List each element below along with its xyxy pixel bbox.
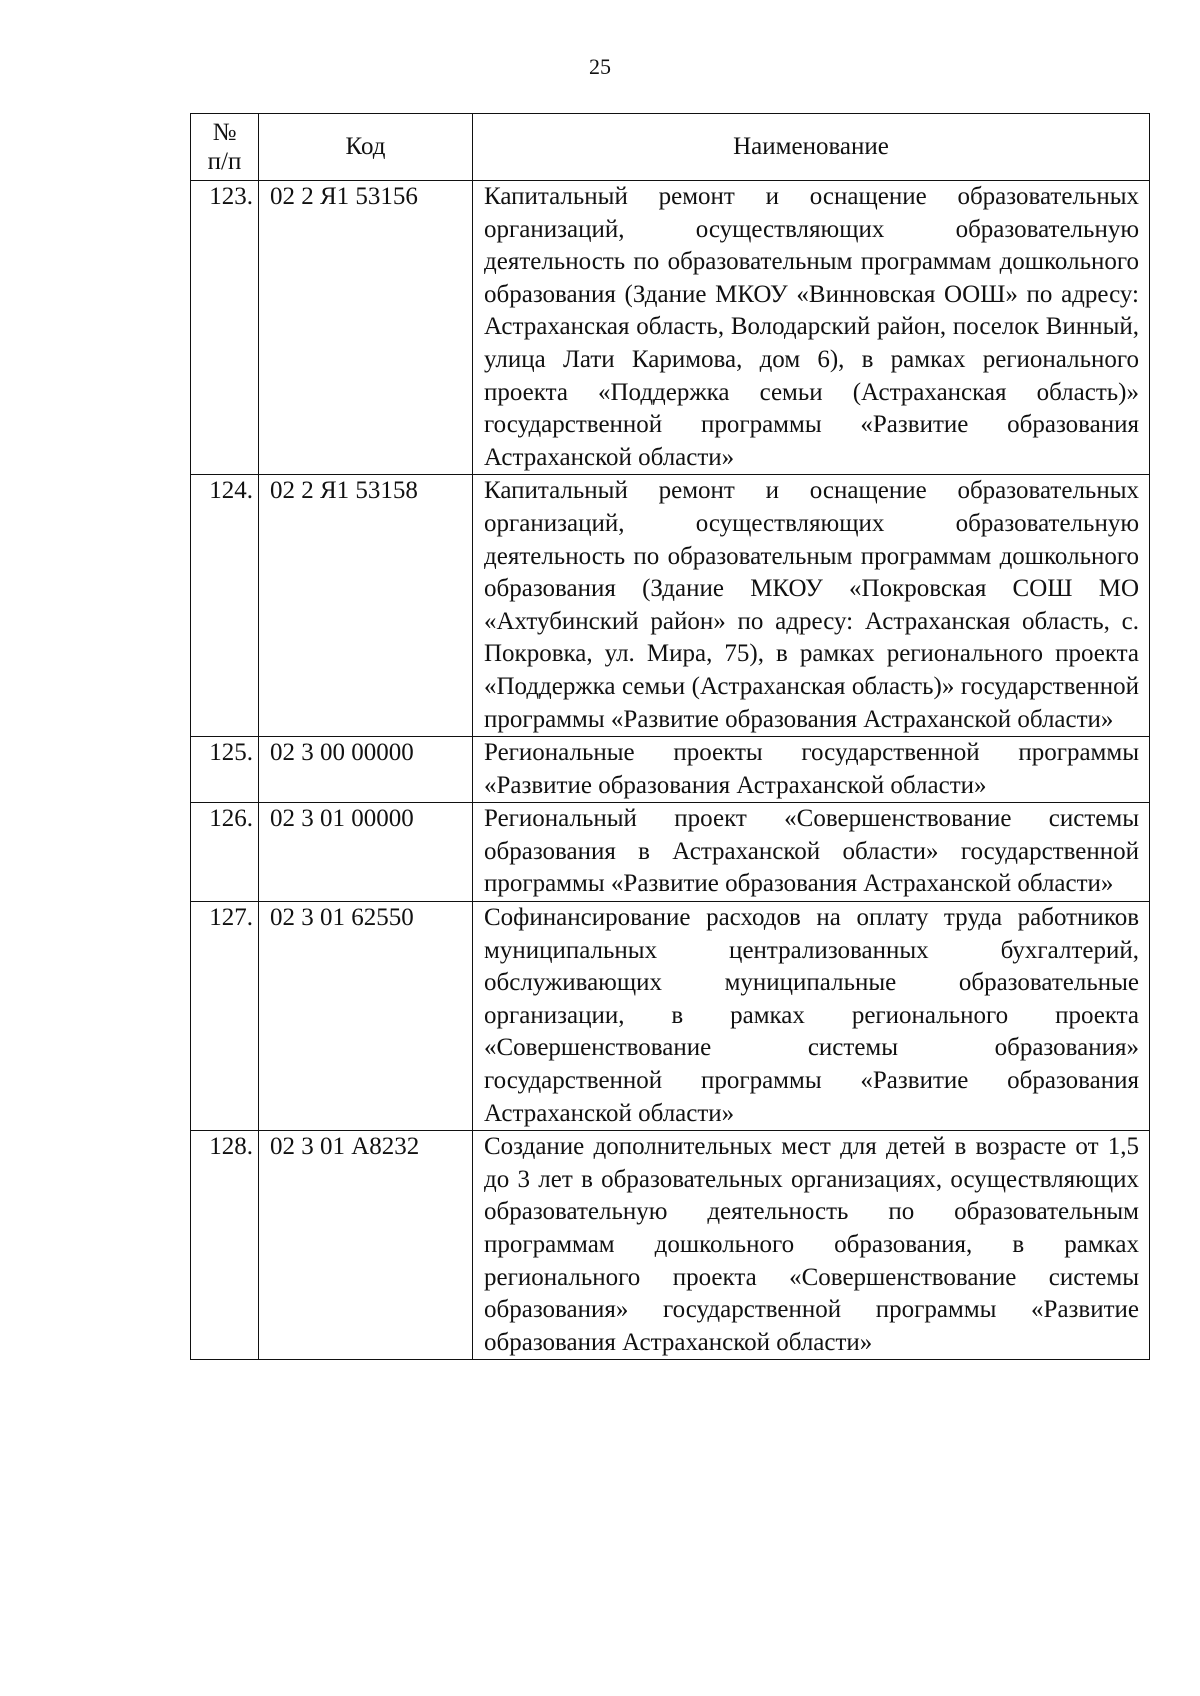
column-header-code: Код: [259, 114, 473, 181]
table-header-row: [191, 114, 1150, 181]
table-row: [191, 475, 1150, 737]
row-code: 02 3 01 62550: [259, 902, 473, 1131]
row-name: Капитальный ремонт и оснащение образовательных организаций, осуществляющих образовательную деятельность по образовательным программам дошкольного образования (Здание МКОУ «Покровская СОШ МО «Ахтубинский район» по адресу: Астраханская область, с. Покровка, ул. Мира, 75), в рамках регионального проекта «Поддержка семьи (Астраханская область)» государственной программы «Развитие образования Астраханской области»: [473, 475, 1150, 737]
table-row: [191, 902, 1150, 1131]
column-header-number: [191, 114, 259, 181]
row-code: 02 3 01 А8232: [259, 1131, 473, 1360]
row-name: Создание дополнительных мест для детей в возрасте от 1,5 до 3 лет в образовательных организациях, осуществляющих образовательную деятельность по образовательным программам дошкольного образования, в рамках регионального проекта «Совершенствование системы образования» государственной программы «Развитие образования Астраханской области»: [473, 1131, 1150, 1360]
row-number: 124.: [191, 475, 259, 737]
row-code: 02 3 00 00000: [259, 737, 473, 803]
row-number: 128.: [191, 1131, 259, 1360]
table-row: [191, 803, 1150, 902]
table-row: [191, 1131, 1150, 1360]
row-name: Региональный проект «Совершенствование системы образования в Астраханской области» государственной программы «Развитие образования Астраханской области»: [473, 803, 1150, 902]
page-number: 25: [589, 54, 611, 79]
row-code: 02 3 01 00000: [259, 803, 473, 902]
table-row: [191, 737, 1150, 803]
row-number: 123.: [191, 181, 259, 475]
table-row: [191, 181, 1150, 475]
row-number: 126.: [191, 803, 259, 902]
row-number: 127.: [191, 902, 259, 1131]
column-header-name: Наименование: [473, 114, 1150, 181]
column-header-number-sign: №: [212, 119, 237, 146]
budget-code-table: [190, 113, 1150, 1360]
row-name: Региональные проекты государственной программы «Развитие образования Астраханской области»: [473, 737, 1150, 803]
row-code: 02 2 Я1 53156: [259, 181, 473, 475]
row-name: Капитальный ремонт и оснащение образовательных организаций, осуществляющих образовательную деятельность по образовательным программам дошкольного образования (Здание МКОУ «Винновская ООШ» по адресу: Астраханская область, Володарский район, поселок Винный, улица Лати Каримова, дом 6), в рамках регионального проекта «Поддержка семьи (Астраханская область)» государственной программы «Развитие образования Астраханской области»: [473, 181, 1150, 475]
row-number: 125.: [191, 737, 259, 803]
row-code: 02 2 Я1 53158: [259, 475, 473, 737]
column-header-number-abbr: п/п: [207, 148, 242, 175]
row-name: Софинансирование расходов на оплату труда работников муниципальных централизованных бухгалтерий, обслуживающих муниципальные образовательные организации, в рамках регионального проекта «Совершенствование системы образования» государственной программы «Развитие образования Астраханской области»: [473, 902, 1150, 1131]
